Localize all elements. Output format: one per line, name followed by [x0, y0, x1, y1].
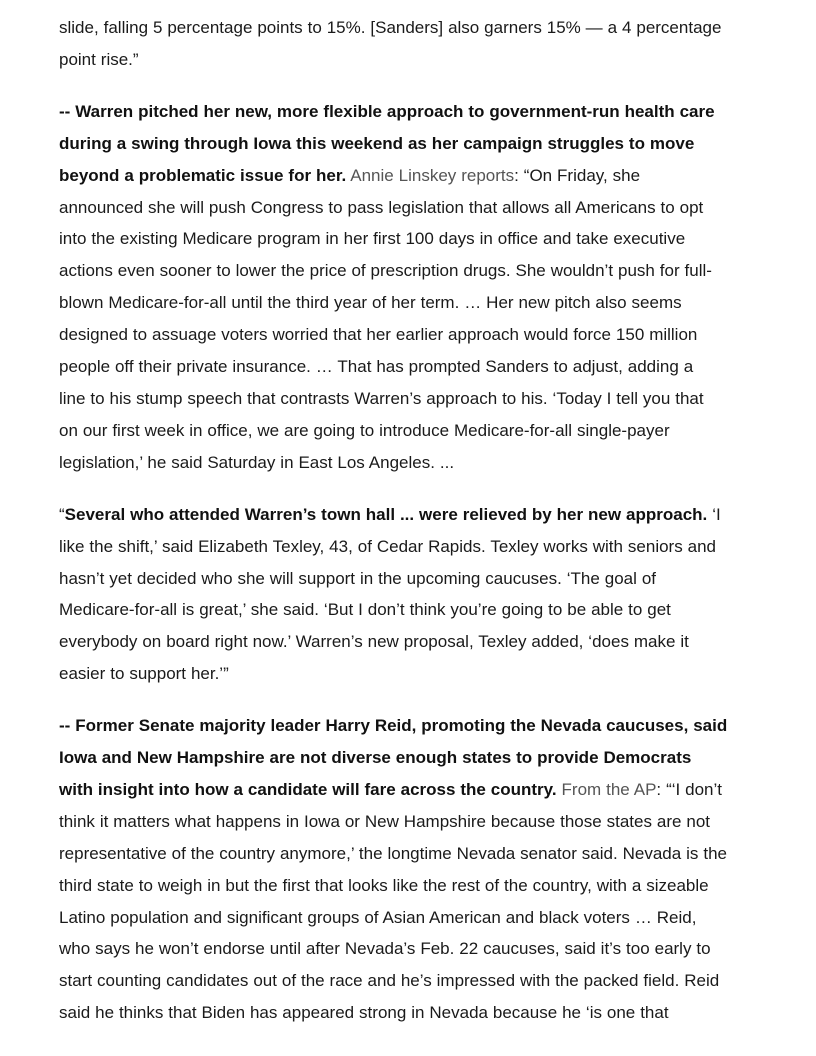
text-line: said he thinks that Biden has appeared strong in Nevada because he ‘is one that [59, 1003, 669, 1023]
source-link-annie-linskey[interactable]: Annie Linskey reports [350, 165, 515, 185]
text-line: everybody on board right now.’ Warren’s new proposal, Texley added, ‘does make it [59, 632, 689, 652]
article-body [59, 12, 769, 1029]
text-line: think it matters what happens in Iowa or New Hampshire because those states are not [59, 811, 711, 831]
bold-lede: Several who attended Warren’s town hall ... were relieved by her new approach. [64, 504, 708, 524]
paragraph-town-hall-quote [59, 499, 769, 690]
bold-lede: -- Warren pitched her new, more flexible approach to government-run health care [59, 101, 715, 121]
text-line: line to his stump speech that contrasts Warren’s approach to his. ‘Today I tell you that [59, 388, 704, 408]
text-line: blown Medicare-for-all until the third year of her term. … Her new pitch also seems [59, 293, 682, 313]
bold-lede: during a swing through Iowa this weekend as her campaign struggles to move [59, 133, 695, 153]
bold-lede: -- Former Senate majority leader Harry Reid, promoting the Nevada caucuses, said [59, 716, 728, 736]
text-line: Medicare-for-all is great,’ she said. ‘But I don’t think you’re going to be able to get [59, 600, 671, 620]
text-line: Latino population and significant groups of Asian American and black voters … Reid, [59, 907, 697, 927]
text-line: start counting candidates out of the race and he’s impressed with the packed field. Reid [59, 971, 720, 991]
text-line: : “‘I don’t [656, 779, 723, 799]
paragraph-warren-health-care [59, 96, 769, 479]
bold-lede: with insight into how a candidate will fare across the country. [59, 779, 557, 799]
text-line: slide, falling 5 percentage points to 15%. [Sanders] also garners 15% — a 4 percentage [59, 18, 722, 37]
text-line: announced she will push Congress to pass legislation that allows all Americans to opt [59, 197, 704, 217]
text-line: people off their private insurance. … That has prompted Sanders to adjust, adding a [59, 357, 694, 377]
text-line: ‘I [707, 504, 721, 524]
text-line: like the shift,’ said Elizabeth Texley, 43, of Cedar Rapids. Texley works with seniors and [59, 536, 716, 556]
text-line: into the existing Medicare program in her first 100 days in office and take executive [59, 229, 686, 249]
quote-mark: “ [59, 504, 65, 524]
paragraph-harry-reid [59, 710, 769, 1029]
text-line: on our first week in office, we are going to introduce Medicare-for-all single-payer [59, 420, 670, 440]
bold-lede: beyond a problematic issue for her. [59, 165, 347, 185]
text-line: hasn’t yet decided who she will support in the upcoming caucuses. ‘The goal of [59, 568, 657, 588]
text-line: actions even sooner to lower the price of prescription drugs. She wouldn’t push for full- [59, 261, 712, 281]
text-line: legislation,’ he said Saturday in East Los Angeles. ... [59, 452, 455, 472]
bold-lede: Iowa and New Hampshire are not diverse enough states to provide Democrats [59, 748, 692, 768]
text-line: who says he won’t endorse until after Nevada’s Feb. 22 caucuses, said it’s too early to [59, 939, 711, 959]
text-line: point rise.” [59, 49, 139, 69]
text-line: designed to assuage voters worried that her earlier approach would force 150 million [59, 325, 698, 345]
text-line: : “On Friday, she [514, 165, 641, 185]
text-line: easier to support her.’” [59, 664, 229, 684]
text-line: representative of the country anymore,’ the longtime Nevada senator said. Nevada is the [59, 843, 727, 863]
source-link-ap[interactable]: From the AP [561, 779, 657, 799]
paragraph-poll [59, 12, 769, 76]
text-line: third state to weigh in but the first that looks like the rest of the country, with a sizeable [59, 875, 709, 895]
